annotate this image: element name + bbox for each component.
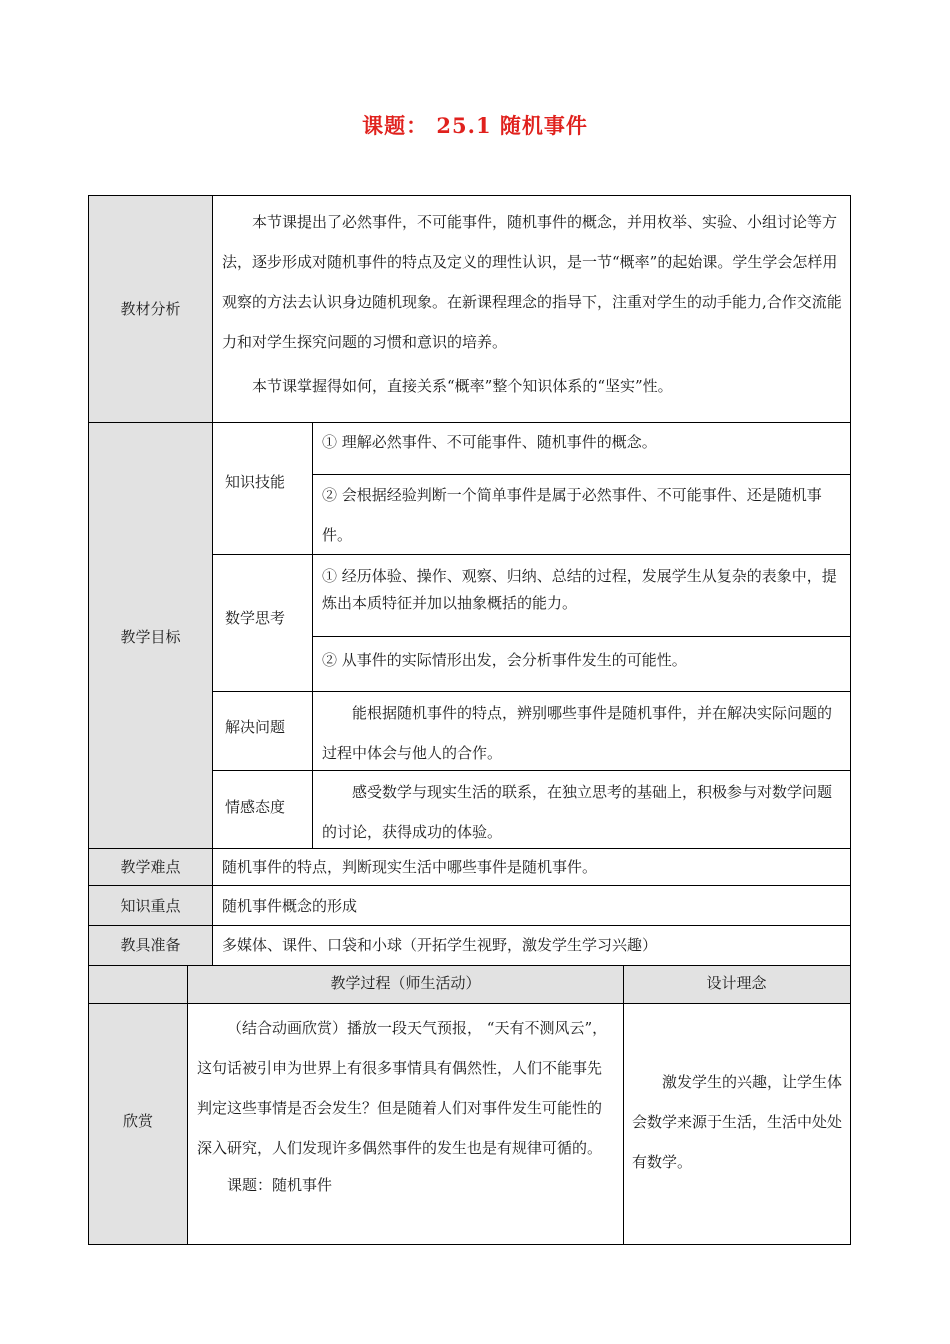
sikao-item: ② 从事件的实际情形出发，会分析事件发生的可能性。: [322, 651, 687, 669]
table-border-bottom: [88, 1244, 851, 1245]
qinggan-text: 感受数学与现实生活的联系，在独立思考的基础上，积极参与对数学问题的讨论，获得成功的体验。: [322, 783, 833, 841]
sikao-item: ① 经历体验、操作、观察、归纳、总结的过程，发展学生从复杂的表象中，提炼出本质特征并加以抽象概括的能力。: [322, 567, 837, 612]
table-divider: [88, 885, 851, 886]
table-divider: [312, 636, 851, 637]
jiaocai-label: 教材分析: [120, 300, 181, 318]
zhishi-item: ② 会根据经验判断一个简单事件是属于必然事件、不可能事件、还是随机事件。: [322, 486, 822, 544]
xinshang-idea: 激发学生的兴趣，让学生体会数学来源于生活，生活中处处有数学。: [632, 1073, 843, 1171]
zhongdian-label: 知识重点: [120, 897, 181, 915]
table-divider: [212, 691, 851, 692]
table-divider: [623, 966, 624, 1245]
jiejue-label: 解决问题: [224, 718, 285, 736]
table-divider: [187, 966, 188, 1245]
nandian-label: 教学难点: [120, 858, 181, 876]
jiaoju-text: 多媒体、课件、口袋和小球（开拓学生视野，激发学生学习兴趣）: [222, 936, 658, 954]
table-divider: [88, 1003, 851, 1004]
zhongdian-text: 随机事件概念的形成: [222, 897, 358, 915]
jiejue-text: 能根据随机事件的特点，辨别哪些事件是随机事件，并在解决实际问题的过程中体会与他人的合作。: [322, 704, 833, 762]
jiaocai-paragraph: 本节课掌握得如何，直接关系“概率”整个知识体系的“坚实”性。: [252, 377, 673, 395]
table-border-left: [88, 195, 89, 1245]
table-border-right: [850, 195, 851, 1245]
zhishi-label: 知识技能: [224, 473, 285, 491]
process-header: 教学过程（师生活动）: [330, 974, 481, 992]
table-divider: [88, 422, 851, 423]
zhishi-item: ① 理解必然事件、不可能事件、随机事件的概念。: [322, 433, 657, 451]
jiaocai-paragraph: 本节课提出了必然事件，不可能事件，随机事件的概念，并用枚举、实验、小组讨论等方法，逐步形成对随机事件的特点及定义的理性认识，是一节“概率”的起始课。学生学会怎样用观察的方法去认识身边随机现象。在新课程理念的指导下，注重对学生的动手能力,合作交流能力和对学生探究问题的习惯和意识的培养。: [222, 213, 842, 351]
jiaoju-label: 教具准备: [120, 936, 181, 954]
xinshang-content: （结合动画欣赏）播放一段天气预报， “天有不测风云”，这句话被引申为世界上有很多事情具有偶然性，人们不能事先判定这些事情是否会发生？但是随着人们对事件发生可能性的深入研究，人们发现许多偶然事件的发生也是有规律可循的。 课题：随机事件: [197, 1019, 608, 1194]
mubiao-label: 教学目标: [120, 628, 181, 646]
table-divider: [88, 925, 851, 926]
table-border-top: [88, 195, 851, 196]
nandian-text: 随机事件的特点，判断现实生活中哪些事件是随机事件。: [222, 858, 598, 876]
table-divider: [88, 965, 851, 966]
sikao-label: 数学思考: [224, 609, 285, 627]
xinshang-label: 欣赏: [122, 1112, 153, 1130]
idea-header: 设计理念: [706, 974, 767, 992]
page-title: 课题： 25.1 随机事件: [362, 113, 588, 138]
qinggan-label: 情感态度: [224, 798, 285, 816]
jiaocai-content: [222, 202, 842, 406]
